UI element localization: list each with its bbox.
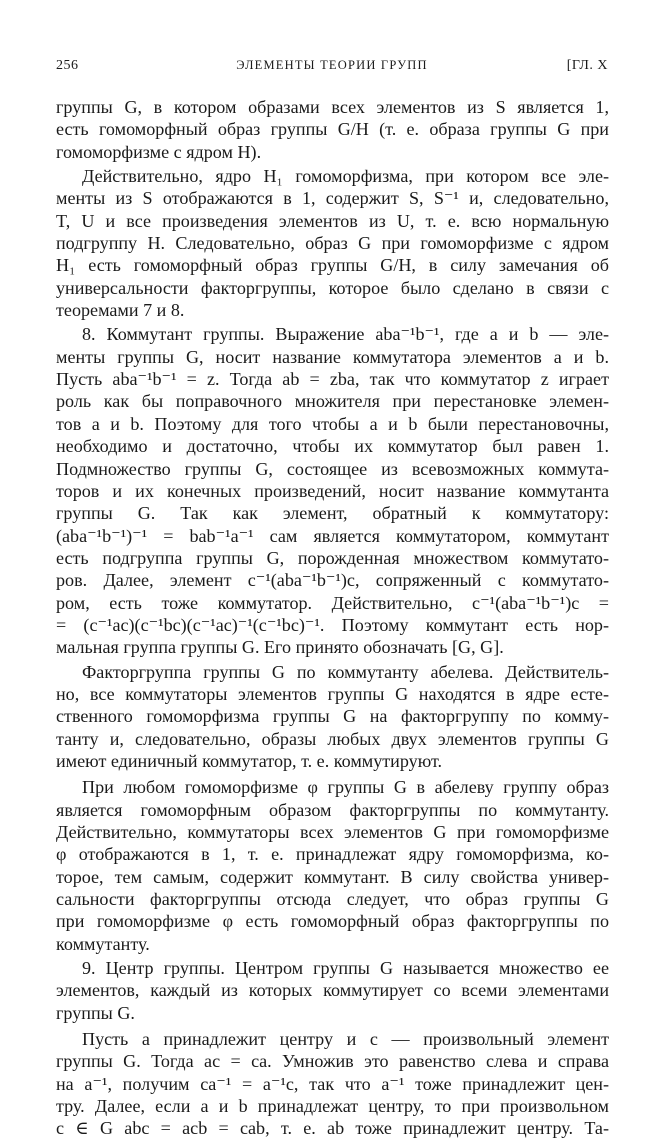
- text-line: ром, есть тоже коммутатор. Действительно, c⁻¹(aba⁻¹b⁻¹)c =: [56, 592, 609, 613]
- text-line: Действительно, ядро H₁ гомоморфизма, при котором все эле-: [82, 166, 609, 187]
- text-line: тру. Далее, если a и b принадлежат центру, то при произвольном: [56, 1096, 609, 1117]
- text-line: При любом гомоморфизме φ группы G в абелеву группу образ: [82, 777, 609, 798]
- text-line: торое, тем самым, содержит коммутант. В силу свойства универ-: [56, 866, 609, 887]
- text-line: гомоморфизме с ядром H).: [56, 141, 262, 162]
- text-line: группы G. Так как элемент, обратный к коммутатору:: [56, 503, 609, 524]
- text-line: теоремами 7 и 8.: [56, 300, 185, 321]
- text-line: менты из S отображаются в 1, содержит S, S⁻¹ и, следовательно,: [56, 188, 609, 209]
- text-line: ственного гомоморфизма группы G на факторгруппу по комму-: [56, 706, 609, 727]
- text-line: имеют единичный коммутатор, т. е. коммутируют.: [56, 750, 443, 771]
- text-line: Факторгруппа группы G по коммутанту абелева. Действитель-: [82, 661, 609, 682]
- text-line: танту и, следовательно, образы любых двух элементов группы G: [56, 728, 609, 749]
- text-line: необходимо и достаточно, чтобы их коммутатор был равен 1.: [56, 436, 609, 457]
- text-line: есть гомоморфный образ группы G/H (т. е. образа группы G при: [56, 119, 609, 140]
- text-line: при гомоморфизме φ есть гомоморфный образ факторгруппы по: [56, 911, 609, 932]
- text-line: менты группы G, носит название коммутатора элементов a и b.: [56, 346, 609, 367]
- text-line: элементов, каждый из которых коммутирует со всеми элементами: [56, 980, 609, 1001]
- text-line: есть подгруппа группы G, порожденная множеством коммутато-: [56, 547, 609, 568]
- text-line: роль как бы поправочного множителя при перестановке элемен-: [56, 391, 609, 412]
- chapter-label: [ГЛ. X: [566, 58, 608, 73]
- text-line: мальная группа группы G. Его принято обозначать [G, G].: [56, 637, 504, 658]
- text-line: является гомоморфным образом факторгруппы по коммутанту.: [56, 799, 609, 820]
- text-line: Пусть aba⁻¹b⁻¹ = z. Тогда ab = zba, так что коммутатор z играет: [56, 369, 609, 390]
- text-line: но, все коммутаторы элементов группы G находятся в ядре есте-: [56, 683, 609, 704]
- main-text: [56, 96, 609, 1140]
- text-line: торов и их конечных произведений, носит название коммутанта: [56, 480, 609, 501]
- text-line: Подмножество группы G, состоящее из всевозможных коммута-: [56, 458, 609, 479]
- page-number: 256: [56, 58, 79, 73]
- text-line: c ∈ G abc = acb = cab, т. е. ab тоже принадлежит центру. Та-: [56, 1118, 609, 1139]
- text-line: на a⁻¹, получим ca⁻¹ = a⁻¹c, так что a⁻¹ тоже принадлежит цен-: [56, 1073, 609, 1094]
- text-line: группы G, в котором образами всех элементов из S является 1,: [56, 97, 609, 117]
- text-line: Действительно, коммутаторы всех элементов G при гомоморфизме: [56, 822, 609, 842]
- running-header: [56, 58, 608, 82]
- text-line: (aba⁻¹b⁻¹)⁻¹ = bab⁻¹a⁻¹ сам является коммутатором, коммутант: [56, 525, 609, 546]
- text-line: группы G.: [56, 1002, 135, 1023]
- text-line: T, U и все произведения элементов из U, т. е. всю нормальную: [56, 210, 609, 231]
- section-heading-line: 8. Коммутант группы. Выражение aba⁻¹b⁻¹, где a и b — эле-: [82, 324, 609, 345]
- text-line: подгруппу H. Следовательно, образ G при гомоморфизме с ядром: [56, 233, 609, 254]
- section-heading-line: 9. Центр группы. Центром группы G называется множество ее: [82, 958, 609, 979]
- text-line: коммутанту.: [56, 933, 150, 954]
- text-line: Пусть a принадлежит центру и c — произвольный элемент: [82, 1029, 609, 1050]
- text-line: H₁ есть гомоморфный образ группы G/H, в силу замечания об: [56, 255, 609, 276]
- text-line: тов a и b. Поэтому для того чтобы a и b были перестановочны,: [56, 413, 609, 434]
- text-line: φ отображаются в 1, т. е. принадлежат ядру гомоморфизма, ко-: [56, 844, 609, 865]
- text-line: ров. Далее, элемент c⁻¹(aba⁻¹b⁻¹)c, сопряженный с коммутато-: [56, 570, 609, 591]
- running-title: ЭЛЕМЕНТЫ ТЕОРИИ ГРУПП: [236, 58, 428, 72]
- text-line: универсальности факторгруппы, которое было сделано в связи с: [56, 277, 609, 298]
- text-line: сальности факторгруппы отсюда следует, что образ группы G: [56, 889, 609, 910]
- text-line: = (c⁻¹ac)(c⁻¹bc)(c⁻¹ac)⁻¹(c⁻¹bc)⁻¹. Поэтому коммутант есть нор-: [56, 614, 609, 635]
- text-line: группы G. Тогда ac = ca. Умножив это равенство слева и справа: [56, 1051, 609, 1072]
